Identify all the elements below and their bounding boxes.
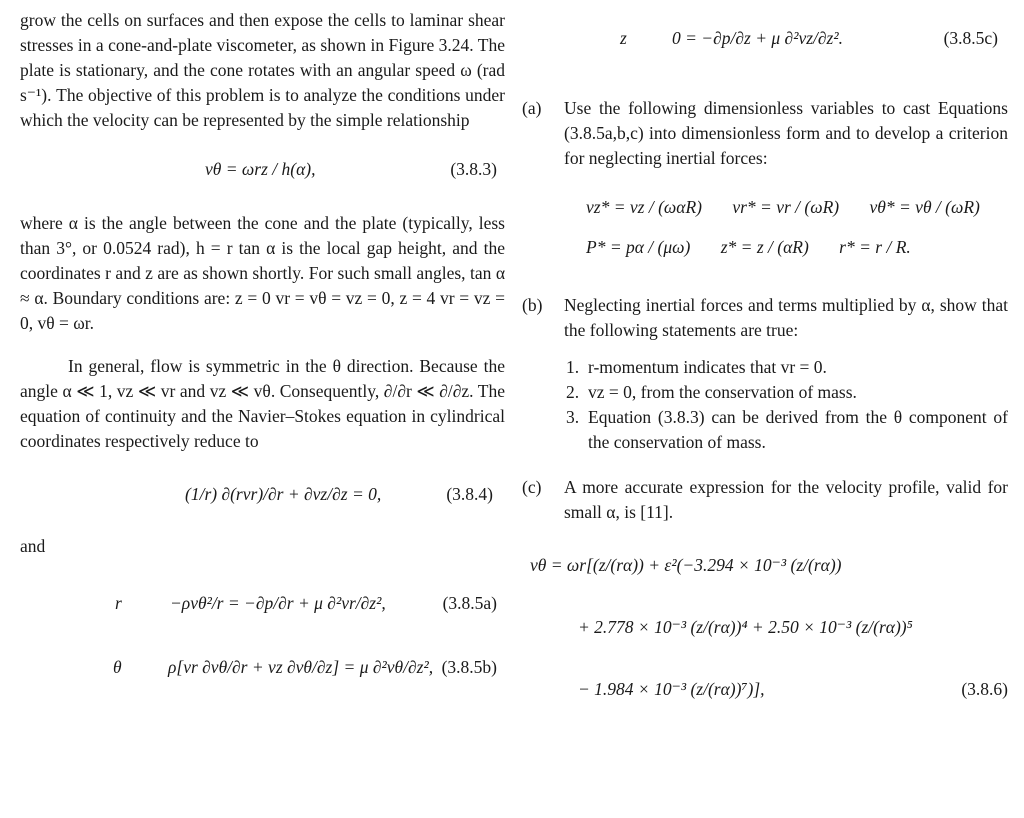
- list-item-marker: 1.: [566, 357, 580, 377]
- list-item-marker: 2.: [566, 382, 580, 402]
- paragraph-symmetry: In general, flow is symmetric in the θ direction. Because the angle α ≪ 1, vz ≪ vr and vz ≪ vθ. Consequently, ∂/∂r ≪ ∂/∂z. The equation of continuity and the Navier–Stokes equation in cylindrical coordinates respectively reduce to: [20, 356, 505, 451]
- part-a-marker: (a): [522, 98, 542, 118]
- paragraph-angle: where α is the angle between the cone and the plate (typically, less than 3°, or 0.0524 rad), h = r tan α is the local gap height, and the coordinates r and z are as shown shortly. For such small angles, tan α ≈ α. Boundary conditions are: z = 0 vr = vθ = vz = 0, z = 4 vr = vz = 0, vθ = ωr.: [20, 213, 505, 333]
- list-item-text: vz = 0, from the conservation of mass.: [588, 382, 857, 402]
- part-c: [522, 475, 1008, 525]
- equation-3-8-4-number: (3.8.4): [446, 484, 493, 504]
- equation-3-8-5c-body: 0 = −∂p/∂z + μ ∂²vz/∂z².: [672, 28, 843, 48]
- var-vr-star: vr* = vr / (ωR): [732, 197, 840, 217]
- left-column: [20, 8, 505, 697]
- list-item: [558, 380, 1008, 405]
- equation-3-8-4-body: (1/r) ∂(rvr)/∂r + ∂vz/∂z = 0,: [185, 484, 382, 504]
- equation-3-8-6-number: (3.8.6): [961, 679, 1008, 699]
- equation-3-8-6-line-3: − 1.984 × 10⁻³ (z/(rα))⁷)],: [578, 679, 765, 699]
- var-vz-star: vz* = vz / (ωαR): [586, 197, 702, 217]
- list-item-marker: 3.: [566, 407, 580, 427]
- variables-row-2: [586, 237, 937, 258]
- right-column: [522, 8, 1008, 741]
- equation-3-8-4: [20, 484, 505, 528]
- equation-3-8-5a-number: (3.8.5a): [442, 593, 497, 613]
- equation-3-8-5b-label: θ: [113, 657, 122, 677]
- var-vtheta-star: vθ* = vθ / (ωR): [869, 197, 980, 217]
- list-item: [558, 405, 1008, 455]
- equation-3-8-5a-label: r: [115, 593, 122, 613]
- list-item: [558, 355, 1008, 380]
- equation-3-8-5a: [20, 593, 505, 651]
- list-item-text: r-momentum indicates that vr = 0.: [588, 357, 827, 377]
- variables-row-1: [586, 197, 1006, 218]
- var-p-star: P* = pα / (μω): [586, 237, 691, 257]
- list-item-text: Equation (3.8.3) can be derived from the θ component of the conservation of mass.: [588, 407, 1008, 452]
- equation-3-8-5c-label: z: [620, 28, 627, 48]
- part-a: [522, 96, 1008, 171]
- dimensionless-variables: [522, 189, 1008, 271]
- equation-3-8-6-line-1: vθ = ωr[(z/(rα)) + ε²(−3.294 × 10⁻³ (z/(rα)): [530, 555, 842, 575]
- part-a-text: Use the following dimensionless variables to cast Equations (3.8.5a,b,c) into dimensionless form and to develop a criterion for neglecting inertial forces:: [564, 98, 1008, 168]
- var-z-star: z* = z / (αR): [720, 237, 809, 257]
- equation-3-8-5a-body: −ρvθ²/r = −∂p/∂r + μ ∂²vr/∂z²,: [170, 593, 386, 613]
- equation-3-8-3: [20, 155, 505, 207]
- equation-3-8-6-line-2: + 2.778 × 10⁻³ (z/(rα))⁴ + 2.50 × 10⁻³ (z/(rα))⁵: [578, 617, 913, 637]
- part-b-marker: (b): [522, 295, 543, 315]
- part-c-marker: (c): [522, 477, 542, 497]
- and-word: and: [20, 536, 46, 556]
- part-c-text: A more accurate expression for the velocity profile, valid for small α, is [11].: [564, 477, 1008, 522]
- equation-3-8-3-body: vθ = ωrz / h(α),: [205, 159, 316, 179]
- equation-3-8-5b-body: ρ[vr ∂vθ/∂r + vz ∂vθ/∂z] = μ ∂²vθ/∂z²,: [168, 657, 434, 677]
- equation-3-8-3-number: (3.8.3): [450, 159, 497, 179]
- var-r-star: r* = r / R.: [839, 237, 911, 257]
- equation-3-8-5b: [20, 657, 505, 697]
- paragraph-intro: grow the cells on surfaces and then expose the cells to laminar shear stresses in a cone-and-plate viscometer, as shown in Figure 3.24. The plate is stationary, and the cone rotates with an angular speed ω (rad s⁻¹). The objective of this problem is to analyze the conditions under which the velocity can be represented by the simple relationship: [20, 10, 505, 130]
- equation-3-8-5c: [522, 28, 1008, 88]
- equation-3-8-5b-number: (3.8.5b): [441, 657, 497, 677]
- part-b: [522, 293, 1008, 343]
- statements-list: [558, 355, 1008, 455]
- equation-3-8-5c-number: (3.8.5c): [943, 28, 998, 48]
- equation-3-8-6: [522, 551, 1008, 741]
- part-b-text: Neglecting inertial forces and terms multiplied by α, show that the following statements are true:: [564, 295, 1008, 340]
